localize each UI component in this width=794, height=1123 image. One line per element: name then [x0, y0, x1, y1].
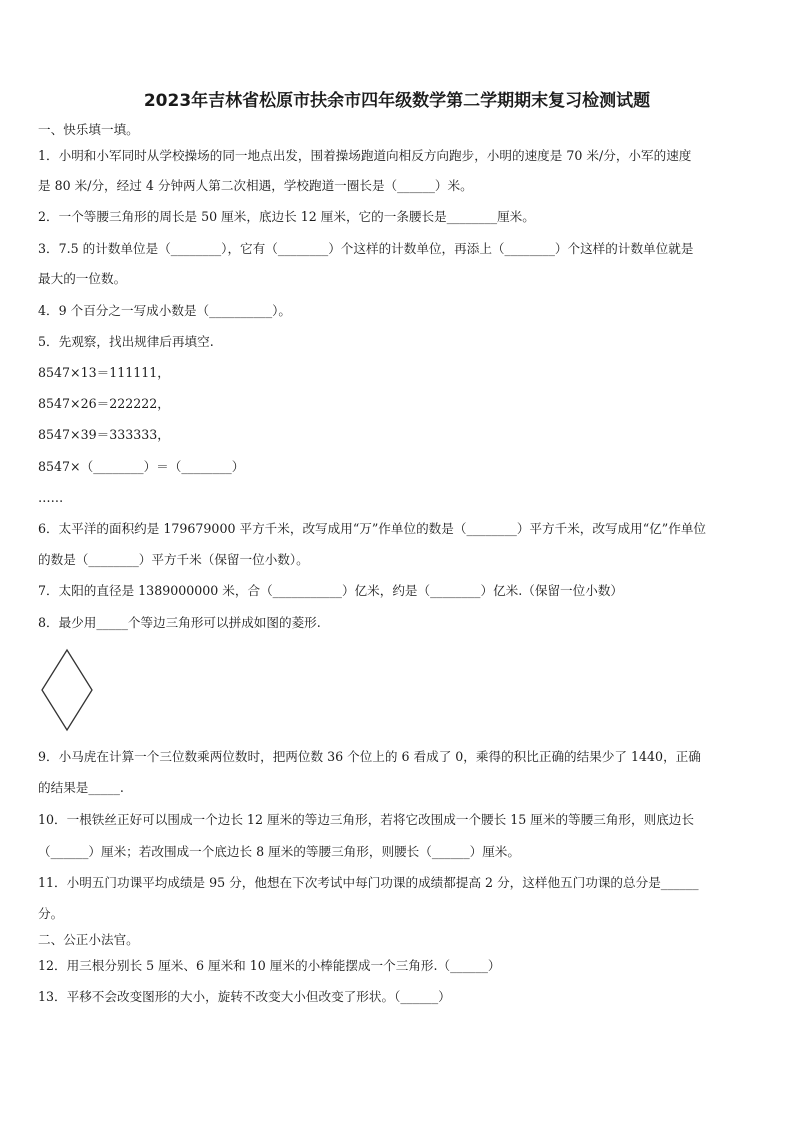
question-3-line-2: 最大的一位数。: [38, 271, 127, 286]
question-11-line-2: 分。: [38, 906, 64, 921]
question-5-equation-4: 8547×（________）＝（________）: [38, 459, 245, 474]
question-10-line-2: （______）厘米；若改围成一个底边长 8 厘米的等腰三角形，则腰长（______）厘米。: [38, 844, 520, 859]
question-8: 8．最少用_____个等边三角形可以拼成如图的菱形.: [38, 615, 321, 630]
question-3-line-1: 3．7.5 的计数单位是（________），它有（________）个这样的计数单位，再添上（________）个这样的计数单位就是: [38, 241, 694, 256]
rhombus-figure: [40, 648, 94, 732]
question-1-line-2: 是 80 米/分，经过 4 分钟两人第二次相遇，学校跑道一圈长是（______）米。: [38, 178, 473, 193]
question-5-ellipsis: ……: [38, 490, 64, 505]
question-5-equation-1: 8547×13＝111111，: [38, 365, 170, 380]
question-6-line-1: 6．太平洋的面积约是 179679000 平方千米，改写成用“万”作单位的数是（________）平方千米，改写成用“亿”作单位: [38, 521, 707, 536]
section-heading-2: 二、公正小法官。: [38, 932, 139, 947]
question-9-line-2: 的结果是_____.: [38, 780, 124, 795]
question-12: 12．用三根分别长 5 厘米、6 厘米和 10 厘米的小棒能摆成一个三角形.（______）: [38, 958, 501, 973]
question-7: 7．太阳的直径是 1389000000 米，合（___________）亿米，约是（________）亿米.（保留一位小数）: [38, 583, 624, 598]
question-10-line-1: 10．一根铁丝正好可以围成一个边长 12 厘米的等边三角形，若将它改围成一个腰长 15 厘米的等腰三角形，则底边长: [38, 812, 694, 827]
question-5-equation-3: 8547×39＝333333，: [38, 427, 170, 442]
question-5-intro: 5．先观察，找出规律后再填空.: [38, 334, 214, 349]
question-2: 2．一个等腰三角形的周长是 50 厘米，底边长 12 厘米，它的一条腰长是________厘米。: [38, 209, 535, 224]
question-5-equation-2: 8547×26＝222222，: [38, 396, 170, 411]
question-11-line-1: 11．小明五门功课平均成绩是 95 分，他想在下次考试中每门功课的成绩都提高 2 分，这样他五门功课的总分是______: [38, 875, 699, 890]
question-9-line-1: 9．小马虎在计算一个三位数乘两位数时，把两位数 36 个位上的 6 看成了 0，乘得的积比正确的结果少了 1440，正确: [38, 749, 701, 764]
page-title: 2023年吉林省松原市扶余市四年级数学第二学期期末复习检测试题: [143, 91, 651, 111]
section-heading-1: 一、快乐填一填。: [38, 122, 139, 137]
question-1-line-1: 1．小明和小军同时从学校操场的同一地点出发，围着操场跑道向相反方向跑步，小明的速度是 70 米/分，小军的速度: [38, 148, 692, 163]
question-13: 13．平移不会改变图形的大小，旋转不改变大小但改变了形状。（______）: [38, 989, 451, 1004]
question-6-line-2: 的数是（________）平方千米（保留一位小数）。: [38, 552, 309, 567]
question-4: 4．9 个百分之一写成小数是（__________）。: [38, 303, 292, 318]
